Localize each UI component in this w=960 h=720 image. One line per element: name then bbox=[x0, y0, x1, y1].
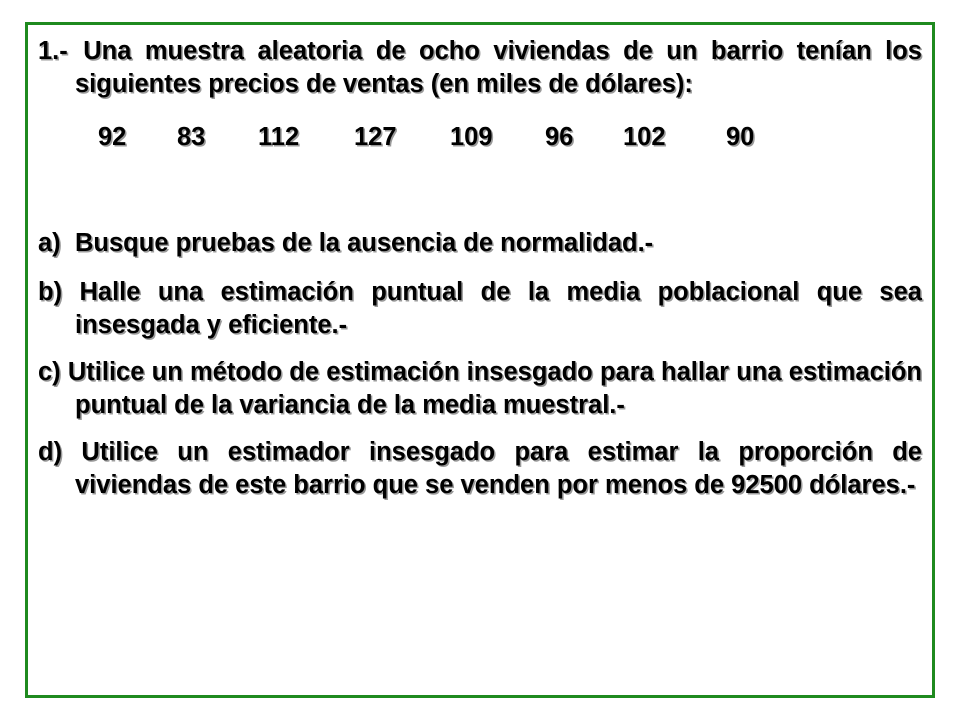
price-value: 127 bbox=[354, 123, 397, 151]
part-c-label: c) bbox=[38, 358, 61, 386]
price-value: 96 bbox=[545, 123, 574, 151]
price-value: 112 bbox=[258, 123, 300, 151]
part-c-text: Utilice un método de estimación insesgado para hallar una estimación puntual de la variancia de la media muestral.- bbox=[67, 358, 922, 419]
price-value: 92 bbox=[98, 123, 127, 151]
price-value: 83 bbox=[177, 123, 206, 151]
slide-content bbox=[38, 35, 922, 502]
part-b-text: Halle una estimación puntual de la media poblacional que sea insesgada y eficiente.- bbox=[75, 278, 922, 339]
price-value: 90 bbox=[726, 123, 755, 151]
part-b bbox=[38, 276, 922, 342]
part-c bbox=[38, 356, 922, 422]
problem-number: 1.- bbox=[38, 37, 68, 65]
price-list bbox=[38, 121, 922, 154]
part-b-label: b) bbox=[38, 278, 63, 306]
part-a bbox=[38, 227, 922, 260]
part-d bbox=[38, 436, 922, 502]
part-a-label: a) bbox=[38, 229, 61, 257]
part-a-text: Busque pruebas de la ausencia de normalidad.- bbox=[75, 229, 654, 257]
slide-frame bbox=[25, 22, 935, 698]
part-d-label: d) bbox=[38, 438, 63, 466]
problem-statement-text: Una muestra aleatoria de ocho viviendas de un barrio tenían los siguientes precios de ventas (en miles de dólares): bbox=[75, 37, 922, 98]
price-value: 102 bbox=[623, 123, 666, 151]
problem-statement bbox=[38, 35, 922, 101]
price-value: 109 bbox=[450, 123, 493, 151]
part-d-text: Utilice un estimador insesgado para estimar la proporción de viviendas de este barrio que se venden por menos de 92500 dólares.- bbox=[75, 438, 922, 499]
